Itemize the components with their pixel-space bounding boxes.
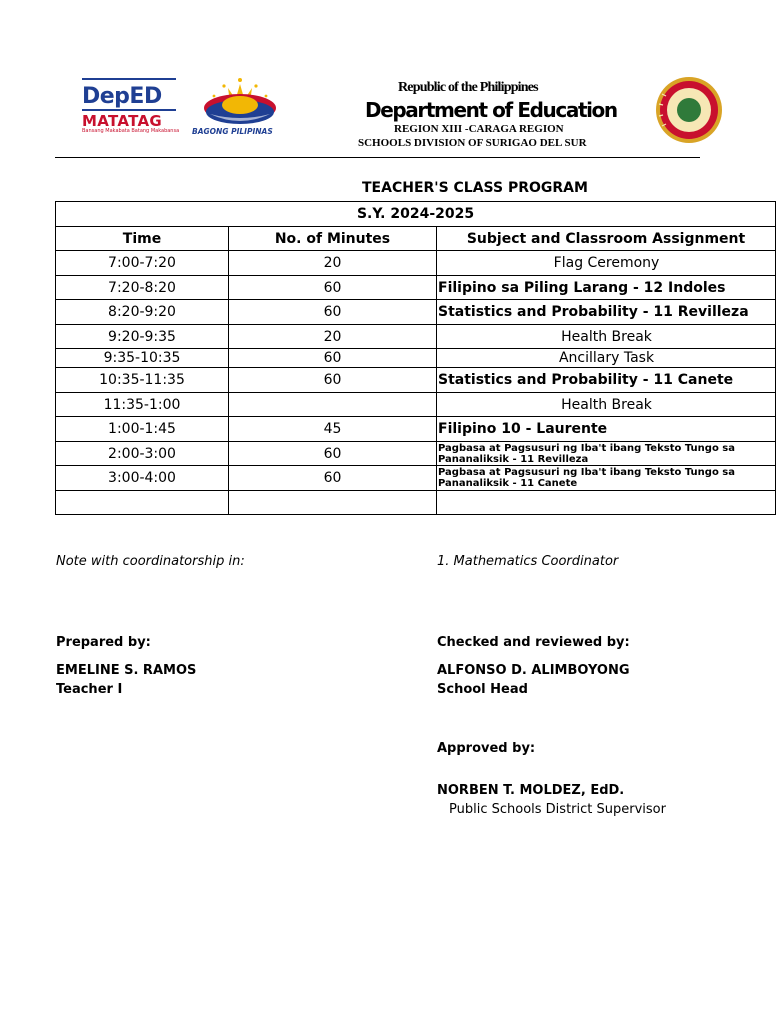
table-row [56,251,776,276]
minutes-cell: 20 [229,325,437,349]
minutes-cell [229,393,437,417]
time-cell: 7:00-7:20 [56,251,229,276]
bagong-pilipinas-caption: BAGONG PILIPINAS [192,127,273,136]
minutes-cell: 60 [229,349,437,368]
time-cell: 9:20-9:35 [56,325,229,349]
time-cell: 8:20-9:20 [56,300,229,325]
minutes-cell: 60 [229,466,437,491]
subject-line: Pagbasa at Pagsusuri ng Iba't ibang Teksto Tungo sa [438,467,735,478]
approved-by-name: NORBEN T. MOLDEZ, EdD. [437,783,625,798]
republic-heading: Republic of the Philippines [398,80,538,95]
prepared-by-label: Prepared by: [56,635,151,650]
deped-matatag-logo [80,78,178,136]
matatag-logo-word: MATATAG [82,112,162,130]
prepared-by-title: Teacher I [56,682,123,697]
time-cell: 11:35-1:00 [56,393,229,417]
subject-cell [437,442,776,466]
approved-by-title: Public Schools District Supervisor [449,802,666,817]
table-row [56,491,776,515]
bagong-pilipinas-emblem-icon [190,74,290,128]
subject-cell: Statistics and Probability - 11 Revilleza [437,300,776,325]
table-row [56,393,776,417]
time-cell [56,491,229,515]
approved-by-label: Approved by: [437,741,536,756]
prepared-by-name: EMELINE S. RAMOS [56,663,197,678]
table-row [56,368,776,393]
column-header-subject: Subject and Classroom Assignment [437,227,776,251]
minutes-cell: 60 [229,276,437,300]
table-row [56,300,776,325]
table-row [56,442,776,466]
subject-line: Pananaliksik - 11 Canete [438,478,578,489]
minutes-cell: 60 [229,442,437,466]
class-program-title: TEACHER'S CLASS PROGRAM [362,180,588,196]
checked-by-name: ALFONSO D. ALIMBOYONG [437,663,630,678]
table-row [56,349,776,368]
table-row [56,466,776,491]
column-header-time: Time [56,227,229,251]
subject-cell: Ancillary Task [437,349,776,368]
coordinatorship-note-value: 1. Mathematics Coordinator [437,554,619,569]
minutes-cell: 20 [229,251,437,276]
class-program-table [55,201,776,515]
school-year-row [56,202,776,227]
coordinatorship-note-label: Note with coordinatorship in: [56,554,245,569]
time-cell: 10:35-11:35 [56,368,229,393]
time-cell: 2:00-3:00 [56,442,229,466]
matatag-tagline: Bansang Makabata Batang Makabansa [82,128,180,134]
subject-cell [437,491,776,515]
time-cell: 3:00-4:00 [56,466,229,491]
subject-line: Pagbasa at Pagsusuri ng Iba't ibang Teksto Tungo sa [438,443,735,454]
table-row [56,325,776,349]
division-seal-icon [654,76,724,144]
column-header-minutes: No. of Minutes [229,227,437,251]
bagong-pilipinas-logo [190,74,290,138]
minutes-cell: 45 [229,417,437,442]
subject-cell: Filipino 10 - Laurente [437,417,776,442]
checked-by-title: School Head [437,682,528,697]
table-row [56,276,776,300]
minutes-cell: 60 [229,368,437,393]
subject-cell: Flag Ceremony [437,251,776,276]
class-program-table-container [55,201,749,515]
division-heading: SCHOOLS DIVISION OF SURIGAO DEL SUR [358,137,587,149]
school-division-seal [654,76,700,144]
region-heading: REGION XIII -CARAGA REGION [394,123,564,135]
subject-line: Pananaliksik - 11 Revilleza [438,454,589,465]
subject-cell [437,466,776,491]
time-cell: 1:00-1:45 [56,417,229,442]
subject-cell: Health Break [437,325,776,349]
department-heading: Department of Education [365,98,617,122]
table-header-row [56,227,776,251]
header-divider [55,157,700,158]
school-year-cell: S.Y. 2024-2025 [56,202,776,227]
checked-by-label: Checked and reviewed by: [437,635,630,650]
table-row [56,417,776,442]
subject-cell: Statistics and Probability - 11 Canete [437,368,776,393]
minutes-cell [229,491,437,515]
deped-logo-word: DepED [82,84,162,109]
time-cell: 9:35-10:35 [56,349,229,368]
minutes-cell: 60 [229,300,437,325]
subject-cell: Filipino sa Piling Larang - 12 Indoles [437,276,776,300]
time-cell: 7:20-8:20 [56,276,229,300]
subject-cell: Health Break [437,393,776,417]
